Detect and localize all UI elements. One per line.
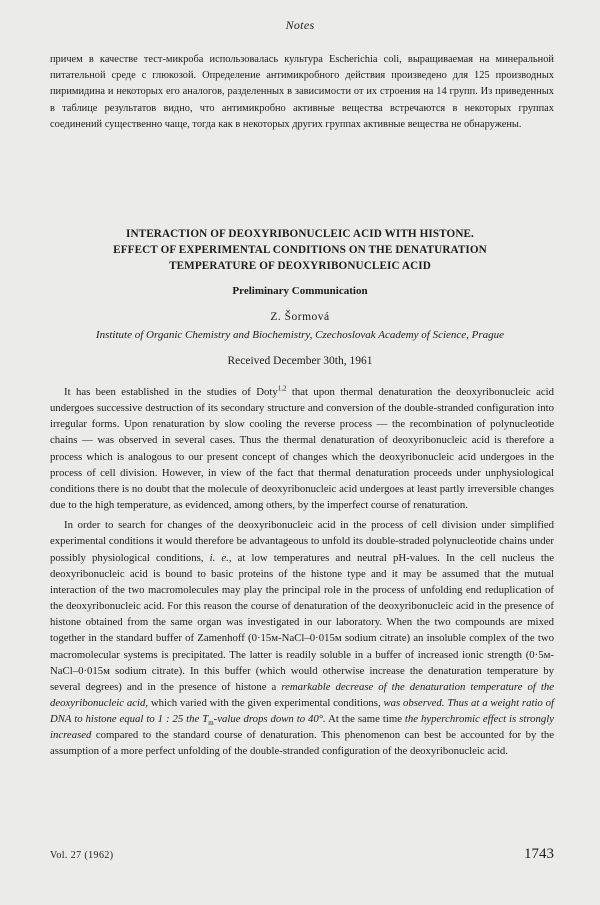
article-header <box>40 226 560 367</box>
body-paragraph-2 <box>50 517 554 759</box>
running-head: Notes <box>285 18 315 32</box>
p2-emphasis-1: remarkable decrease of the denaturation temperature of the deoxyribonucleic acid, <box>50 680 554 709</box>
p2-emphasis-3: the hyperchromic effect is strongly increased <box>50 713 554 742</box>
p2-subscript-m: m <box>208 719 214 728</box>
p2-text-a: In order to search for changes of the deoxyribonucleic acid in the process of cell division under simplified experimental conditions it would therefore be advantageous to unfold its double-straded polynucleotide chains under possibly physiological conditions, <box>50 519 554 564</box>
received-date: Received December 30th, 1961 <box>227 355 373 367</box>
author-affiliation: Institute of Organic Chemistry and Biochemistry, Czechoslovak Academy of Science, Prague <box>95 329 505 341</box>
page-footer <box>50 846 554 866</box>
article-body <box>50 384 554 764</box>
p2-text-d: At the same time <box>325 713 405 726</box>
p2-ie: i. e. <box>209 551 229 564</box>
russian-text-block <box>50 52 554 133</box>
russian-paragraph: причем в качестве тест-микроба использовалась культура Escherichia coli, выращиваемая на минеральной питательной среде с глюкозой. Определение антимикробного действия произведено для 125 производных пиримидина и некоторых его аналогов, разделенных в зависимости от их строения на 14 групп. Из приведенных в таблице результатов видно, что антимикробно активные вещества встречаются в некоторых группах соединений существенно чаще, тогда как в некоторых других группах активные вещества не обнаружены. <box>50 54 554 130</box>
title-line-2: EFFECT OF EXPERIMENTAL CONDITIONS ON THE DENATURATION <box>113 244 487 256</box>
body-paragraph-1 <box>50 384 554 513</box>
p1-text-a: It has been established in the studies of Doty <box>64 386 278 398</box>
p2-emphasis-2b: -value drops down to 40°. <box>213 713 326 726</box>
citation-ref: 1,2 <box>277 384 287 393</box>
p1-text-b: that upon thermal denaturation the deoxyribonucleic acid undergoes successive destruction of its secondary structure and conversion of the double-stranded configuration into irregular forms. Upon renaturation by slow cooling the reverse process — the recombination of polynucleotide chains — was observed in several cases. Thus the thermal denaturation of deoxyribonucleic acid is therefore a process which is analogous to our present concept of changes which the deoxyribonucleic acid undergoes in the process of cell division. However, in view of the fact that thermal denaturation proceeds under unphysiological conditions there is no doubt that the molecule of deoxyribonucleic acid undergoes at least partly irreversible changes due to the high temperature, as evidenced, among others, by the imperfect course of renaturation. <box>50 386 554 512</box>
page-number: 1743 <box>524 846 554 862</box>
article-author: Z. Šormová <box>270 311 330 323</box>
volume-label: Vol. 27 (1962) <box>50 850 114 861</box>
p2-text-b: , at low temperatures and neutral pH-values. In the cell nucleus the deoxyribonucleic acid is bound to basic proteins of the histone type and it may be assumed that the mutual interaction of the two macromolecules may play the principal role in the process of unfolding end reduplication of the deoxyribonucleic acid. For this reason the course of denaturation of the deoxyribonucleic acid in the presence of histone obtained from the same organ was investigated in our laboratory. When the two compounds are mixed together in the standard buffer of Zamenhoff (0·15м-NaCl–0·015м sodium citrate) an insoluble complex of the two macromolecular systems is precipitated. The latter is readily soluble in a buffer of increased ionic strength (0·5м-NaCl–0·015м sodium citrate). In this buffer (which would otherwise increase the denaturation temperature by several degrees) and in the presence of histone a <box>50 551 554 693</box>
article-title <box>40 226 560 274</box>
p2-emphasis-2a: was observed. Thus at a weight ratio of DNA to histone equal to 1 : 25 the T <box>50 696 554 726</box>
p2-text-c: which varied with the given experimental conditions, <box>148 696 384 709</box>
title-line-1: INTERACTION OF DEOXYRIBONUCLEIC ACID WITH HISTONE. <box>126 228 474 240</box>
p2-text-e: compared to the standard course of denaturation. This phenomenon can best be accounted for by the assumption of a more perfect unfolding of the double-stranded configuration of the deoxyribonucleic acid. <box>50 729 554 758</box>
article-subtitle: Preliminary Communication <box>232 285 368 297</box>
title-line-3: TEMPERATURE OF DEOXYRIBONUCLEIC ACID <box>169 260 431 272</box>
